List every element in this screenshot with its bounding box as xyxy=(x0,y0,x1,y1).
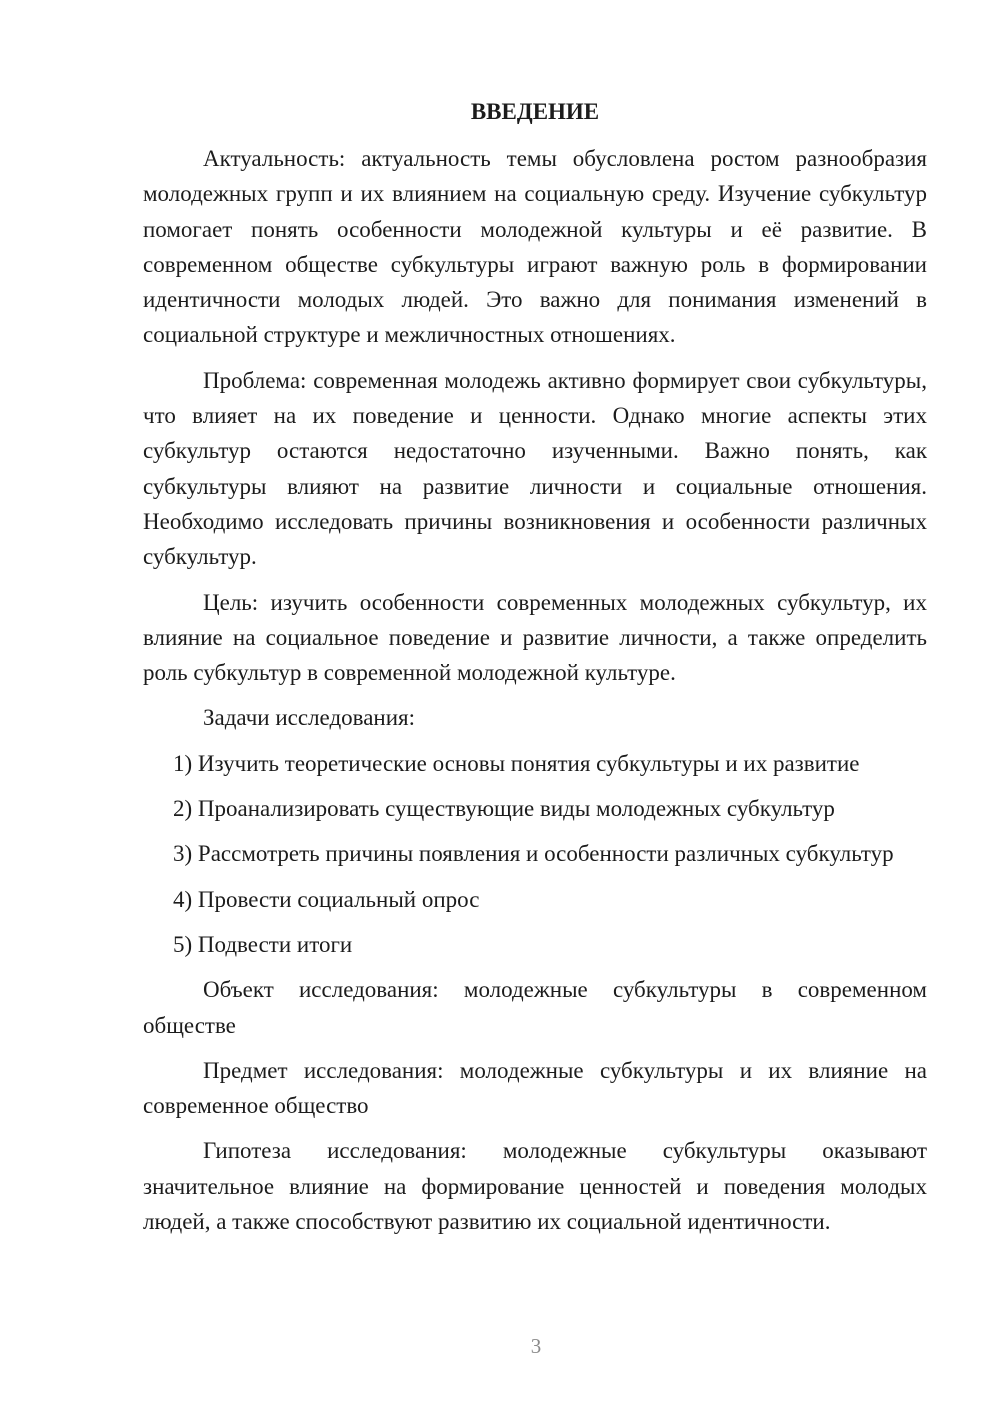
task-item: 2) Проанализировать существующие виды молодежных субкультур xyxy=(173,796,835,822)
subject-paragraph: Предмет исследования: молодежные субкультуры и их влияние на современное общество xyxy=(143,1057,927,1119)
tasks-heading: Задачи исследования: xyxy=(203,705,416,731)
task-item: 3) Рассмотреть причины появления и особенности различных субкультур xyxy=(173,841,894,867)
task-item: 4) Провести социальный опрос xyxy=(173,886,480,912)
page-number: 3 xyxy=(530,1334,542,1358)
task-item: 1) Изучить теоретические основы понятия субкультуры и их развитие xyxy=(173,750,860,776)
goal-paragraph: Цель: изучить особенности современных молодежных субкультур, их влияние на социальное поведение и развитие личности, а также определить роль субкультур в современной молодежной культуре. xyxy=(143,589,927,686)
task-item: 5) Подвести итоги xyxy=(173,931,353,957)
problem-paragraph: Проблема: современная молодежь активно формирует свои субкультуры, что влияет на их поведение и ценности. Однако многие аспекты этих субкультур остаются недостаточно изученными. Важно понять, как субкультуры влияют на развитие личности и социальные отношения. Необходимо исследовать причины возникновения и особенности различных субкультур. xyxy=(143,367,927,570)
relevance-paragraph: Актуальность: актуальность темы обусловлена ростом разнообразия молодежных групп и их влиянием на социальную среду. Изучение субкультур помогает понять особенности молодежной культуры и её развитие. В современном обществе субкультуры играют важную роль в формировании идентичности молодых людей. Это важно для понимания изменений в социальной структуре и межличностных отношениях. xyxy=(143,146,927,348)
hypothesis-paragraph: Гипотеза исследования: молодежные субкультуры оказывают значительное влияние на формирование ценностей и поведения молодых людей, а также способствуют развитию их социальной идентичности. xyxy=(143,1138,927,1235)
document-page xyxy=(143,94,927,1249)
page-title: ВВЕДЕНИЕ xyxy=(470,99,600,124)
object-paragraph: Объект исследования: молодежные субкультуры в современном обществе xyxy=(143,977,927,1038)
